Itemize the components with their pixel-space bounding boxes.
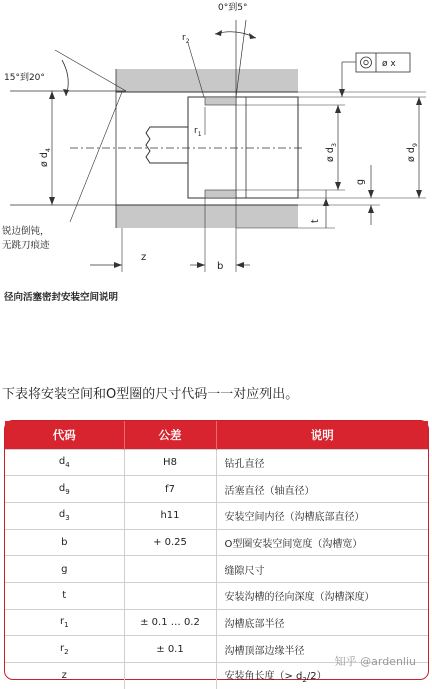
cell-code: $d_9$ [5, 476, 124, 503]
table-row [5, 476, 428, 503]
cell-tolerance [124, 582, 216, 609]
label-angle-left: 15°到20° [4, 73, 45, 83]
figure-caption: 径向活塞密封安装空间说明 [4, 292, 119, 303]
label-diameter-x: ø x [382, 59, 396, 69]
cell-code: $r_2$ [5, 636, 124, 663]
cell-tolerance: H8 [124, 449, 216, 476]
note-line-2: 无跳刀痕迹 [2, 240, 50, 251]
label-b: b [217, 261, 224, 272]
cell-tolerance: + 0.25 [124, 529, 216, 556]
housing-bottom [116, 205, 298, 228]
label-g: g [355, 178, 366, 185]
table-row [5, 556, 428, 583]
cell-code: $r_1$ [5, 609, 124, 636]
label-t: t [310, 219, 321, 223]
note-line-1: 锐边倒钝， [2, 226, 50, 237]
header-code: 代码 [5, 421, 124, 449]
cell-description: 缝隙尺寸 [216, 556, 428, 583]
cell-tolerance: ± 0.1 [124, 636, 216, 663]
cell-code: $d_4$ [5, 449, 124, 476]
cell-code: b [5, 529, 124, 556]
cell-description: 钻孔直径 [216, 449, 428, 476]
header-tolerance: 公差 [124, 421, 216, 449]
label-angle-top: 0°到5° [218, 3, 248, 13]
table-row [5, 449, 428, 476]
cell-description: 沟槽底部半径 [216, 609, 428, 636]
groove-bottom [205, 190, 236, 198]
cell-code: $d_3$ [5, 502, 124, 529]
cell-description: 安装角长度（> $d_2/2$） [216, 663, 428, 689]
label-r1: $r_1$ [194, 126, 202, 138]
cell-tolerance [124, 556, 216, 583]
groove-top [205, 97, 236, 105]
label-r2: $r_2$ [182, 33, 190, 45]
cell-tolerance [124, 663, 216, 689]
label-z: z [141, 252, 147, 263]
label-d4: ø $d_4$ [39, 147, 52, 167]
table-row [5, 609, 428, 636]
cell-tolerance: h11 [124, 502, 216, 529]
cell-description: O型圈安装空间宽度（沟槽宽） [216, 529, 428, 556]
label-d3: ø $d_3$ [325, 142, 338, 162]
housing-top [116, 69, 298, 92]
cell-tolerance: f7 [124, 476, 216, 503]
cell-description: 安装沟槽的径向深度（沟槽深度） [216, 582, 428, 609]
watermark: 知乎 @ardenliu [334, 655, 416, 668]
dimension-table [4, 420, 429, 685]
cell-code: z [5, 663, 124, 689]
cell-code: g [5, 556, 124, 583]
cell-description: 安装空间内径（沟槽底部直径） [216, 502, 428, 529]
header-description: 说明 [310, 427, 334, 442]
cell-description: 沟槽顶部边缘半径 [216, 636, 428, 663]
label-d9: ø $d_9$ [406, 142, 419, 162]
seal-installation-drawing [0, 0, 432, 282]
intro-text: 下表将安装空间和O型圈的尺寸代码一一对应列出。 [2, 387, 299, 402]
table-row [5, 529, 428, 556]
cell-description: 活塞直径（轴直径） [216, 476, 428, 503]
table-header-row [5, 421, 428, 449]
table-row [5, 502, 428, 529]
cell-tolerance: ± 0.1 … 0.2 [124, 609, 216, 636]
cell-code: t [5, 582, 124, 609]
table-row [5, 582, 428, 609]
piston-body [188, 97, 298, 198]
